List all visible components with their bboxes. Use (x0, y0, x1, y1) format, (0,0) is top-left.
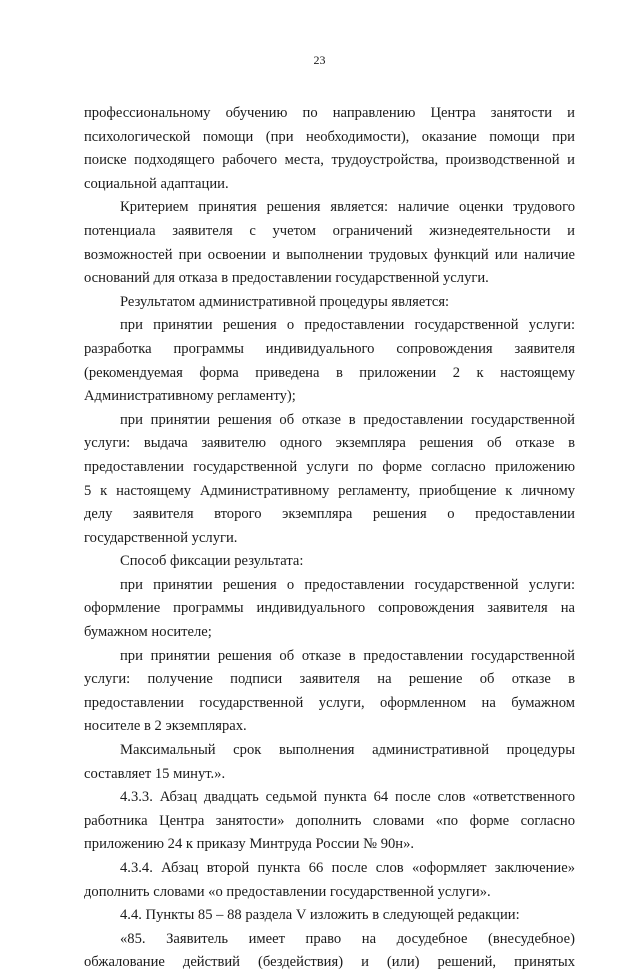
document-body (84, 102, 575, 975)
text-line: поиске подходящего рабочего места, трудоустройства, производственной и (84, 152, 575, 169)
text-line: при принятии решения о предоставлении государственной услуги: (120, 317, 575, 334)
text-line: государственной услуги. (84, 529, 238, 546)
paragraph-4-4 (84, 904, 575, 928)
text-line: оформление программы индивидуального сопровождения заявителя на (84, 600, 575, 617)
text-line: при принятии решения об отказе в предоставлении государственной (120, 647, 575, 664)
paragraph-4-3-3 (84, 786, 575, 857)
paragraph-1 (84, 102, 575, 196)
paragraph-4-3-4 (84, 857, 575, 904)
paragraph-fixation-heading (84, 550, 575, 574)
text-line: при принятии решения об отказе в предоставлении государственной (120, 411, 575, 428)
text-line: оснований для отказа в предоставлении государственной услуги. (84, 270, 489, 287)
text-line: приложению 24 к приказу Минтруда России № 90н». (84, 836, 415, 853)
text-line: психологической помощи (при необходимости), оказание помощи при (84, 128, 575, 145)
text-line: носителе в 2 экземплярах. (84, 718, 247, 735)
paragraph-max-time (84, 739, 575, 786)
text-line: Способ фиксации результата: (120, 553, 304, 570)
text-line: услуги: выдача заявителю одного экземпляра решения об отказе в (84, 435, 575, 452)
text-line: 4.3.3. Абзац двадцать седьмой пункта 64 после слов «ответственного (120, 789, 575, 806)
text-line: Критерием принятия решения является: наличие оценки трудового (120, 199, 575, 216)
paragraph-fixation-grant (84, 574, 575, 645)
text-line: Результатом административной процедуры является: (120, 293, 450, 310)
page-number: 23 (313, 53, 326, 67)
paragraph-criterion (84, 196, 575, 290)
paragraph-result-grant (84, 314, 575, 408)
paragraph-result-heading (84, 291, 575, 315)
paragraph-result-refusal (84, 409, 575, 551)
text-line: составляет 15 минут.». (84, 765, 226, 782)
text-line: дополнить словами «о предоставлении государственной услуги». (84, 883, 491, 900)
paragraph-85 (84, 928, 575, 975)
text-line: разработка программы индивидуального сопровождения заявителя (84, 340, 575, 357)
text-line: «85. Заявитель имеет право на досудебное (внесудебное) (120, 930, 575, 947)
text-line: Максимальный срок выполнения административной процедуры (120, 742, 575, 759)
text-line: (рекомендуемая форма приведена в приложении 2 к настоящему (84, 364, 575, 381)
text-line: социальной адаптации. (84, 175, 229, 192)
text-line: делу заявителя второго экземпляра решения о предоставлении (84, 506, 575, 523)
text-line: 4.3.4. Абзац второй пункта 66 после слов «оформляет заключение» (120, 860, 575, 876)
text-line: 4.4. Пункты 85 – 88 раздела V изложить в следующей редакции: (120, 907, 520, 924)
text-line: потенциала заявителя с учетом ограничений жизнедеятельности и (84, 222, 575, 239)
text-line: 5 к настоящему Административному регламенту, приобщение к личному (84, 482, 575, 499)
text-line: обжалование действий (бездействия) и (или) решений, принятых (84, 954, 575, 971)
text-line: при принятии решения о предоставлении государственной услуги: (120, 576, 575, 593)
text-line: услуги: получение подписи заявителя на решение об отказе в (84, 671, 575, 688)
text-line: предоставлении государственной услуги, оформленном на бумажном (84, 694, 575, 711)
text-line: предоставлении государственной услуги по форме согласно приложению (84, 458, 575, 475)
text-line: работника Центра занятости» дополнить словами «по форме согласно (84, 812, 575, 829)
text-line: возможностей при освоении и выполнении трудовых функций или наличие (84, 246, 575, 263)
paragraph-fixation-refusal (84, 645, 575, 739)
text-line: Административному регламенту); (84, 388, 296, 405)
text-line: бумажном носителе; (84, 624, 212, 641)
text-line: профессиональному обучению по направлению Центра занятости и (84, 105, 575, 121)
